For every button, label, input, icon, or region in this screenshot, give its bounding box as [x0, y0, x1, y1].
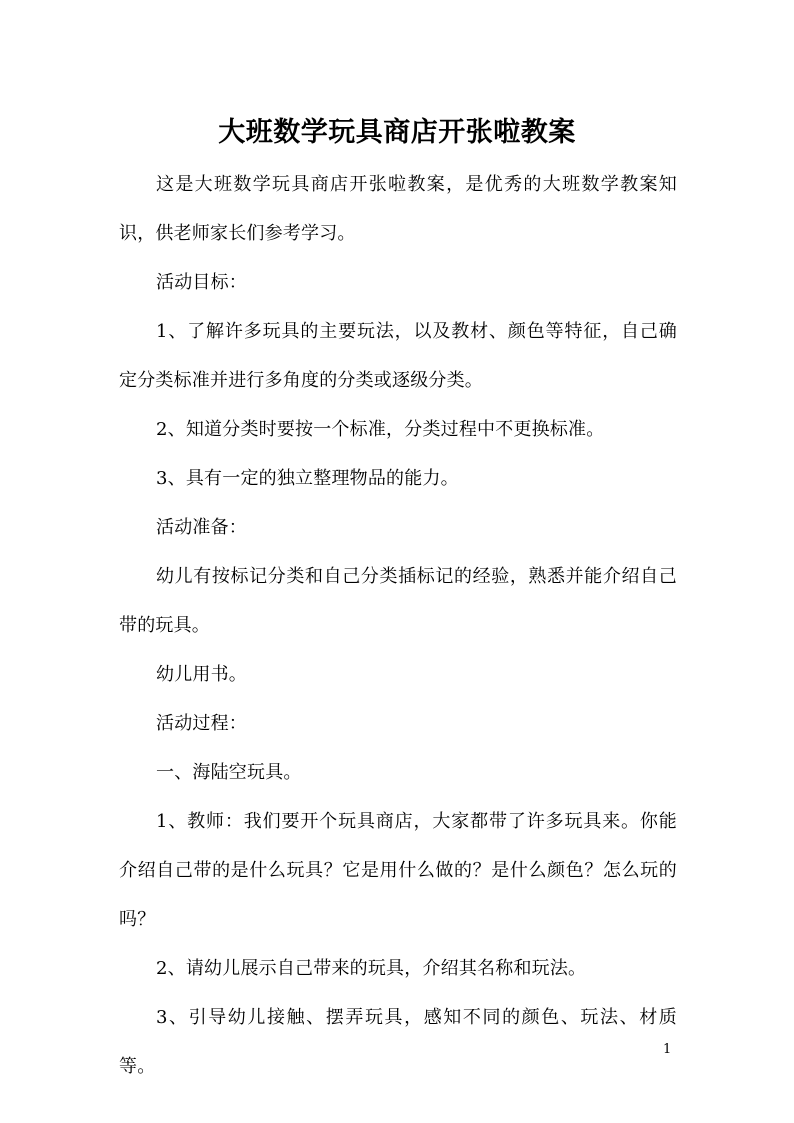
- section-heading-goals: 活动目标：: [156, 272, 247, 293]
- document-body: [119, 160, 677, 1091]
- preparation-item-1: 幼儿有按标记分类和自己分类插标记的经验，熟悉并能介绍自己带的玩具。: [119, 566, 677, 636]
- process-subheading-1: 一、海陆空玩具。: [156, 762, 302, 783]
- intro-paragraph: 这是大班数学玩具商店开张啦教案，是优秀的大班数学教案知识，供老师家长们参考学习。: [119, 174, 677, 244]
- preparation-item-2: 幼儿用书。: [156, 664, 247, 685]
- page-number: 1: [663, 1042, 672, 1057]
- goal-item-3: 3、具有一定的独立整理物品的能力。: [156, 468, 459, 489]
- process-step-2: 2、请幼儿展示自己带来的玩具，介绍其名称和玩法。: [156, 958, 587, 979]
- section-heading-preparation: 活动准备：: [156, 517, 247, 538]
- process-step-3: 3、引导幼儿接触、摆弄玩具，感知不同的颜色、玩法、材质等。: [119, 1007, 677, 1077]
- document-title: 大班数学玩具商店开张啦教案: [218, 117, 576, 149]
- process-step-1: 1、教师：我们要开个玩具商店，大家都带了许多玩具来。你能介绍自己带的是什么玩具？它是用什么做的？是什么颜色？怎么玩的吗？: [119, 811, 677, 930]
- goal-item-2: 2、知道分类时要按一个标准，分类过程中不更换标准。: [156, 419, 605, 440]
- section-heading-process: 活动过程：: [156, 713, 247, 734]
- goal-item-1: 1、了解许多玩具的主要玩法，以及教材、颜色等特征，自己确定分类标准并进行多角度的分类或逐级分类。: [119, 321, 677, 391]
